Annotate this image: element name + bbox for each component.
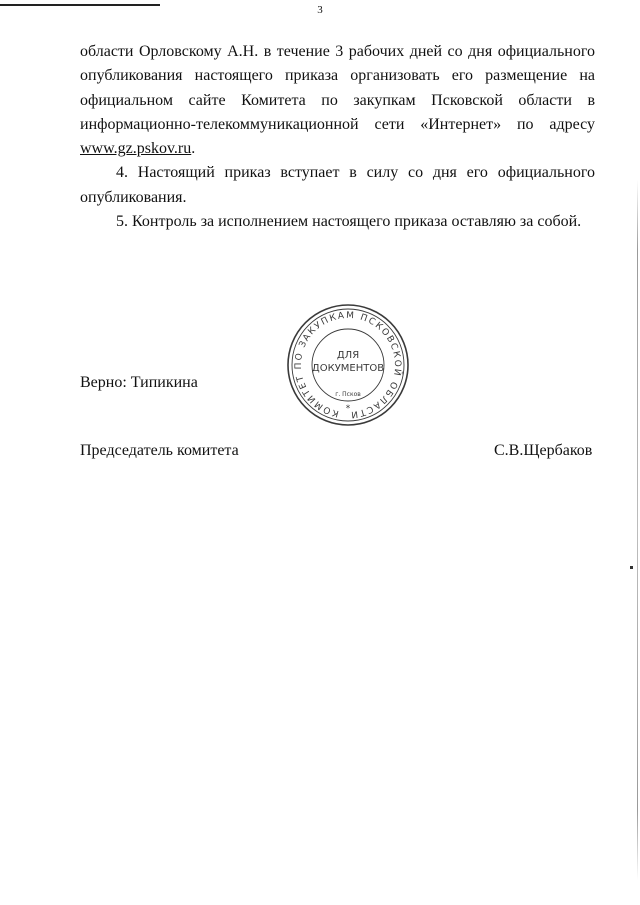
scan-edge-line (637, 180, 638, 880)
signatory-title: Председатель комитета (80, 442, 239, 459)
scan-mark (630, 566, 633, 569)
document-body (80, 40, 595, 234)
paragraph-5: 5. Контроль за исполнением настоящего приказа оставляю за собой. (116, 213, 582, 231)
website-link[interactable]: www.gz.pskov.ru (80, 140, 192, 158)
stamp-center-line-2: ДОКУМЕНТОВ (311, 363, 385, 374)
stamp-center-line-1: ДЛЯ (336, 350, 360, 361)
stamp-city: г. Псков (335, 391, 361, 398)
paragraph-line: информационно-телекоммуникационной сети «Интернет» по адресу (80, 115, 595, 133)
certification-note: Верно: Типикина (80, 374, 198, 391)
paragraph-continuation (80, 40, 595, 161)
paragraph-end-punct: . (191, 140, 196, 158)
paragraph-line: опубликования настоящего приказа организовать его размещение на (80, 67, 595, 85)
signatory-name: С.В.Щербаков (494, 442, 593, 459)
star-icon: * (345, 404, 351, 414)
paragraph-line: официальном сайте Комитета по закупкам Псковской области в (80, 91, 595, 109)
page-number: 3 (317, 4, 323, 16)
paragraph-4: 4. Настоящий приказ вступает в силу со дня его официального опубликования. (80, 164, 595, 206)
stamp-ring-text: КОМИТЕТ ПО ЗАКУПКАМ ПСКОВСКОЙ ОБЛАСТИ (293, 310, 403, 420)
paragraph-line: области Орловскому А.Н. в течение 3 рабочих дней со дня официального (80, 43, 595, 60)
round-seal-stamp (283, 300, 413, 428)
